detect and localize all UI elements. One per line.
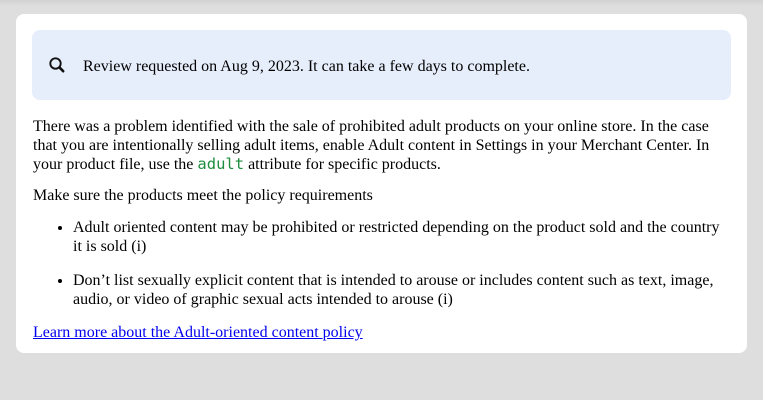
issue-description-text-after: attribute for specific products.: [244, 156, 441, 173]
issue-description-text-before: There was a problem identified with the sale of prohibited adult products on your online store. In the case that you are intentionally selling adult items, enable Adult content in Settings in your Merchant Center. In your product file, use the: [33, 118, 710, 173]
requirements-heading: Make sure the products meet the policy requirements: [33, 186, 373, 204]
adult-attribute-code: adult: [197, 155, 245, 173]
list-item: • Adult oriented content may be prohibited or restricted depending on the product sold and the country it is sold (i): [73, 219, 731, 256]
learn-more-link[interactable]: Learn more about the Adult-oriented content policy: [33, 324, 363, 341]
issue-description: [33, 118, 731, 175]
policy-issue-content: [16, 118, 747, 343]
policy-issue-card: [16, 14, 747, 353]
top-shadow: [0, 0, 763, 6]
policy-requirements-list: [33, 219, 731, 309]
search-icon: [48, 56, 66, 74]
list-item: • Don’t list sexually explicit content that is intended to arouse or includes content such as text, image, audio, or video of graphic sexual acts intended to arouse (i): [73, 272, 731, 309]
learn-more-row: [33, 324, 731, 343]
review-status-message: Review requested on Aug 9, 2023. It can take a few days to complete.: [83, 58, 530, 75]
review-status-banner: [32, 30, 731, 100]
